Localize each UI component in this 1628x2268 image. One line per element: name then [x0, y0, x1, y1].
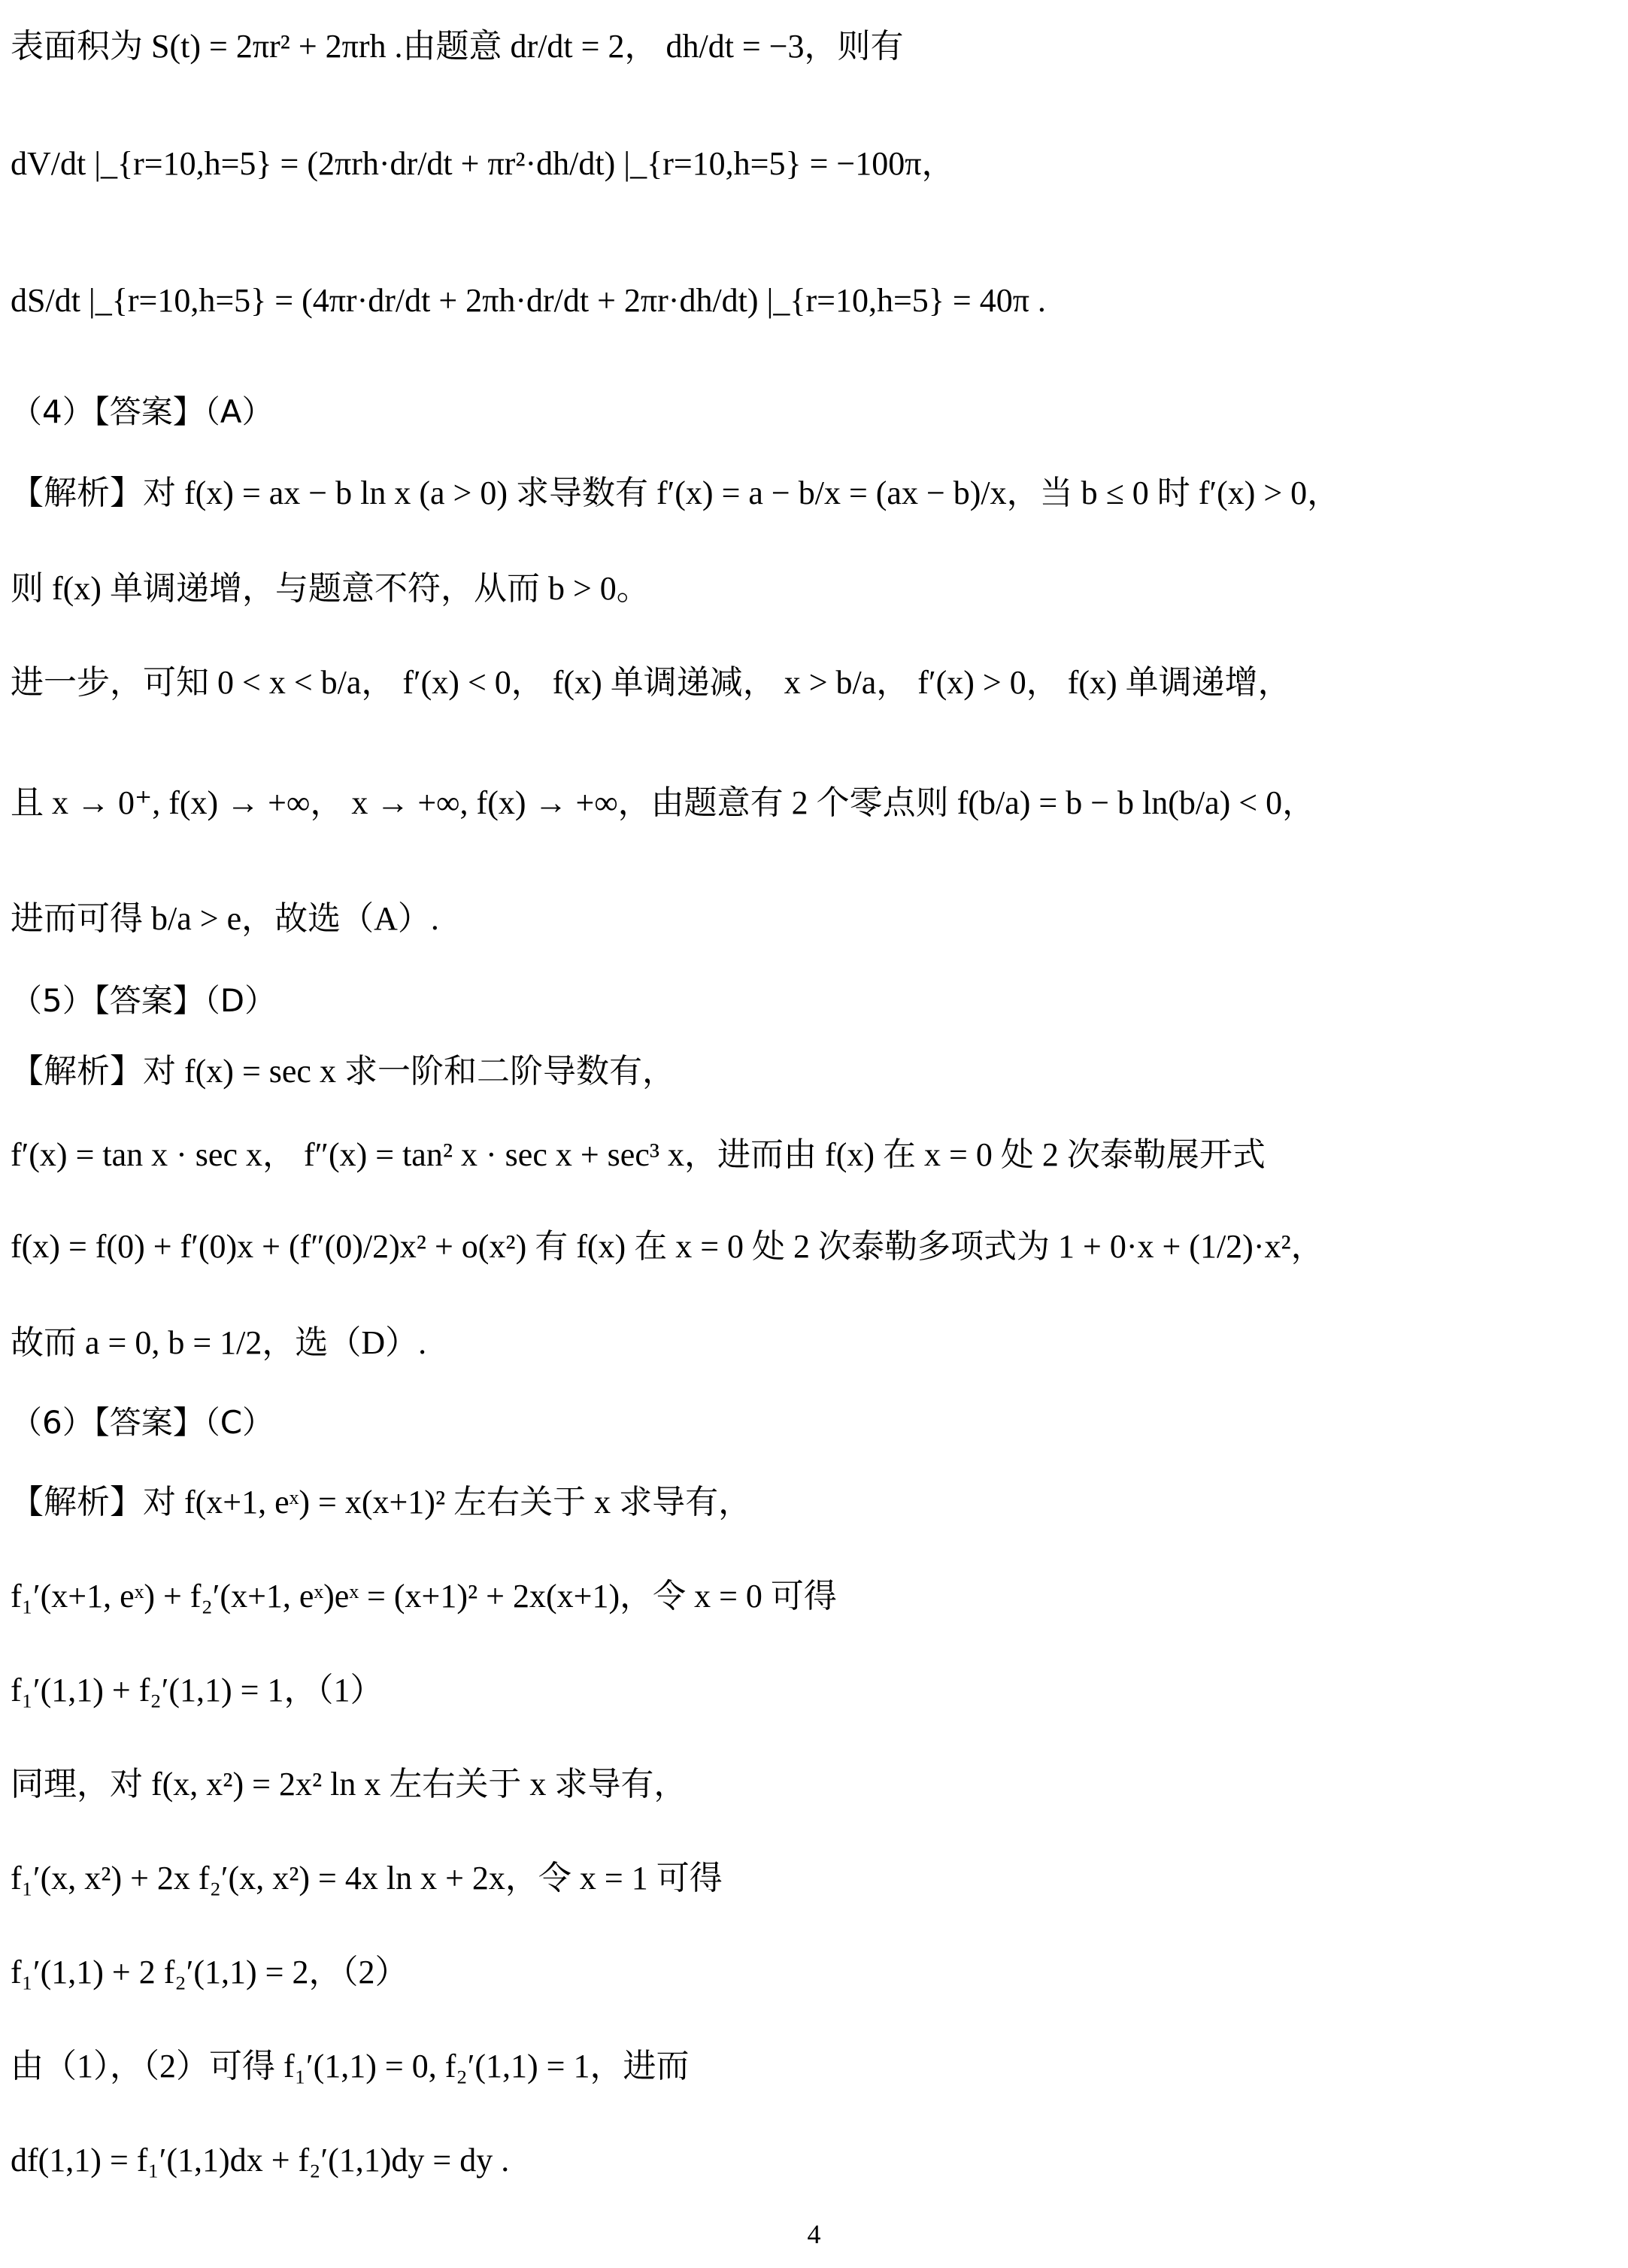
analysis-6-line-8: df(1,1) = f₁′(1,1)dx + f₂′(1,1)dy = dy . [11, 2142, 510, 2179]
analysis-4-line-2: 则 f(x) 单调递增，与题意不符，从而 b > 0。 [11, 570, 650, 607]
analysis-4-line-3: 进一步，可知 0 < x < b/a， f′(x) < 0， f(x) 单调递减， x > b/a， f′(x) > 0， f(x) 单调递增， [11, 664, 1291, 701]
page-number: 4 [807, 2219, 821, 2249]
analysis-6-line-1: 【解析】对 f(x+1, eˣ) = x(x+1)² 左右关于 x 求导有， [11, 1484, 752, 1521]
analysis-6-line-3: f₁′(1,1) + f₂′(1,1) = 1，（1） [11, 1672, 384, 1709]
analysis-4-line-1: 【解析】对 f(x) = ax − b ln x (a > 0) 求导数有 f′(x) = a − b/x = (ax − b)/x，当 b ≤ 0 时 f′(x) > 0， [11, 475, 1341, 511]
answer-heading-4: （4）【答案】（A） [11, 393, 274, 430]
analysis-6-line-7: 由（1），（2）可得 f₁′(1,1) = 0, f₂′(1,1) = 1，进而 [11, 2048, 690, 2085]
analysis-6-line-5: f₁′(x, x²) + 2x f₂′(x, x²) = 4x ln x + 2x，令 x = 1 可得 [11, 1860, 723, 1897]
analysis-6-line-4: 同理，对 f(x, x²) = 2x² ln x 左右关于 x 求导有， [11, 1766, 687, 1803]
line-ds-dt: dS/dt |_{r=10,h=5} = (4πr·dr/dt + 2πh·dr/dt + 2πr·dh/dt) |_{r=10,h=5} = 40π . [11, 282, 1046, 319]
answer-heading-6: （6）【答案】（C） [11, 1404, 274, 1441]
analysis-5-line-4: 故而 a = 0, b = 1/2，选（D）. [11, 1324, 427, 1361]
analysis-5-line-3: f(x) = f(0) + f′(0)x + (f″(0)/2)x² + o(x²) 有 f(x) 在 x = 0 处 2 次泰勒多项式为 1 + 0·x + (1/2)·x²， [11, 1228, 1324, 1265]
answer-heading-5: （5）【答案】（D） [11, 982, 277, 1019]
analysis-6-line-6: f₁′(1,1) + 2 f₂′(1,1) = 2，（2） [11, 1954, 408, 1991]
analysis-4-line-4: 且 x → 0⁺, f(x) → +∞， x → +∞, f(x) → +∞，由题意有 2 个零点则 f(b/a) = b − b ln(b/a) < 0， [11, 784, 1316, 821]
analysis-4-line-5: 进而可得 b/a > e，故选（A）. [11, 900, 439, 937]
analysis-6-line-2: f₁′(x+1, eˣ) + f₂′(x+1, eˣ)eˣ = (x+1)² + 2x(x+1)，令 x = 0 可得 [11, 1578, 837, 1615]
line-surface-area: 表面积为 S(t) = 2πr² + 2πrh .由题意 dr/dt = 2， dh/dt = −3，则有 [11, 28, 904, 65]
line-dv-dt: dV/dt |_{r=10,h=5} = (2πrh·dr/dt + πr²·dh/dt) |_{r=10,h=5} = −100π， [11, 145, 955, 182]
analysis-5-line-1: 【解析】对 f(x) = sec x 求一阶和二阶导数有， [11, 1053, 675, 1090]
analysis-5-line-2: f′(x) = tan x · sec x， f″(x) = tan² x · sec x + sec³ x，进而由 f(x) 在 x = 0 处 2 次泰勒展开式 [11, 1136, 1266, 1173]
